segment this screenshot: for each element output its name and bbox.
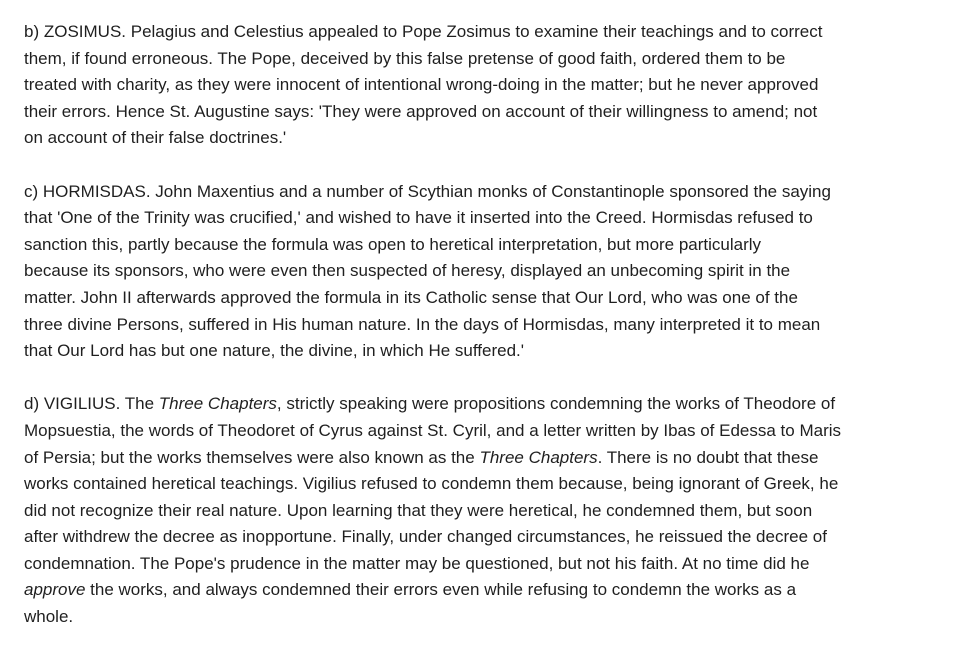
- text-line: [24, 72, 942, 99]
- text-line: [24, 524, 942, 551]
- text-segment: the works, and always condemned their errors even while refusing to condemn the works as a: [85, 580, 797, 600]
- text-line: [24, 338, 942, 365]
- text-segment: whole.: [24, 607, 74, 627]
- paragraph-hormisdas: [24, 179, 942, 365]
- text-line: [24, 99, 942, 126]
- document-body: [24, 19, 942, 657]
- text-segment: that Our Lord has but one nature, the divine, in which He suffered.': [24, 341, 525, 361]
- text-line: [24, 471, 942, 498]
- text-line: [24, 604, 942, 631]
- text-segment: three divine Persons, suffered in His human nature. In the days of Hormisdas, many interpreted it to mean: [24, 314, 821, 334]
- text-segment: sanction this, partly because the formula was open to heretical interpretation, but more particularly: [24, 234, 762, 254]
- text-line: [24, 445, 942, 472]
- text-line: [24, 577, 942, 604]
- text-line: [24, 418, 942, 445]
- text-segment: treated with charity, as they were innocent of intentional wrong-doing in the matter; but he never approved: [24, 75, 819, 95]
- text-segment: on account of their false doctrines.': [24, 128, 287, 148]
- text-line: [24, 391, 942, 418]
- text-segment: b) ZOSIMUS. Pelagius and Celestius appealed to Pope Zosimus to examine their teachings and to correct: [24, 22, 823, 41]
- text-segment: Mopsuestia, the words of Theodoret of Cyrus against St. Cyril, and a letter written by Ibas of Edessa to Maris: [24, 420, 842, 440]
- text-segment: because its sponsors, who were even then suspected of heresy, displayed an unbecoming spirit in the: [24, 261, 791, 281]
- text-line: [24, 179, 942, 206]
- paragraph-vigilius: [24, 391, 942, 630]
- text-line: [24, 125, 942, 152]
- text-segment: , strictly speaking were propositions condemning the works of Theodore of: [276, 394, 836, 414]
- text-segment: condemnation. The Pope's prudence in the matter may be questioned, but not his faith. At no time did he: [24, 553, 810, 573]
- text-segment: that 'One of the Trinity was crucified,' and wished to have it inserted into the Creed. Hormisdas refused to: [24, 208, 813, 228]
- text-line: [24, 258, 942, 285]
- text-line: [24, 205, 942, 232]
- text-segment: matter. John II afterwards approved the formula in its Catholic sense that Our Lord, who was one of the: [24, 287, 798, 307]
- text-segment: . There is no doubt that these: [597, 447, 819, 467]
- text-line: [24, 232, 942, 259]
- text-segment: did not recognize their real nature. Upon learning that they were heretical, he condemned them, but soon: [24, 500, 813, 520]
- text-segment: after withdrew the decree as inopportune. Finally, under changed circumstances, he reissued the decree of: [24, 527, 827, 547]
- italic-text: approve: [24, 580, 86, 600]
- italic-text: Three Chapters: [158, 394, 277, 414]
- text-line: [24, 551, 942, 578]
- italic-text: Three Chapters: [479, 447, 598, 467]
- text-line: [24, 285, 942, 312]
- text-segment: of Persia; but the works themselves were also known as the: [24, 447, 480, 467]
- text-segment: them, if found erroneous. The Pope, deceived by this false pretense of good faith, ordered them to be: [24, 48, 786, 68]
- text-line: [24, 498, 942, 525]
- text-line: [24, 46, 942, 73]
- text-line: [24, 19, 942, 46]
- text-line: [24, 312, 942, 339]
- text-segment: their errors. Hence St. Augustine says: 'They were approved on account of their willingness to amend; not: [24, 101, 818, 121]
- paragraph-zosimus: [24, 19, 942, 152]
- text-segment: d) VIGILIUS. The: [24, 394, 159, 414]
- text-segment: works contained heretical teachings. Vigilius refused to condemn them because, being ignorant of Greek, he: [24, 474, 839, 494]
- text-segment: c) HORMISDAS. John Maxentius and a number of Scythian monks of Constantinople sponsored the saying: [24, 181, 831, 201]
